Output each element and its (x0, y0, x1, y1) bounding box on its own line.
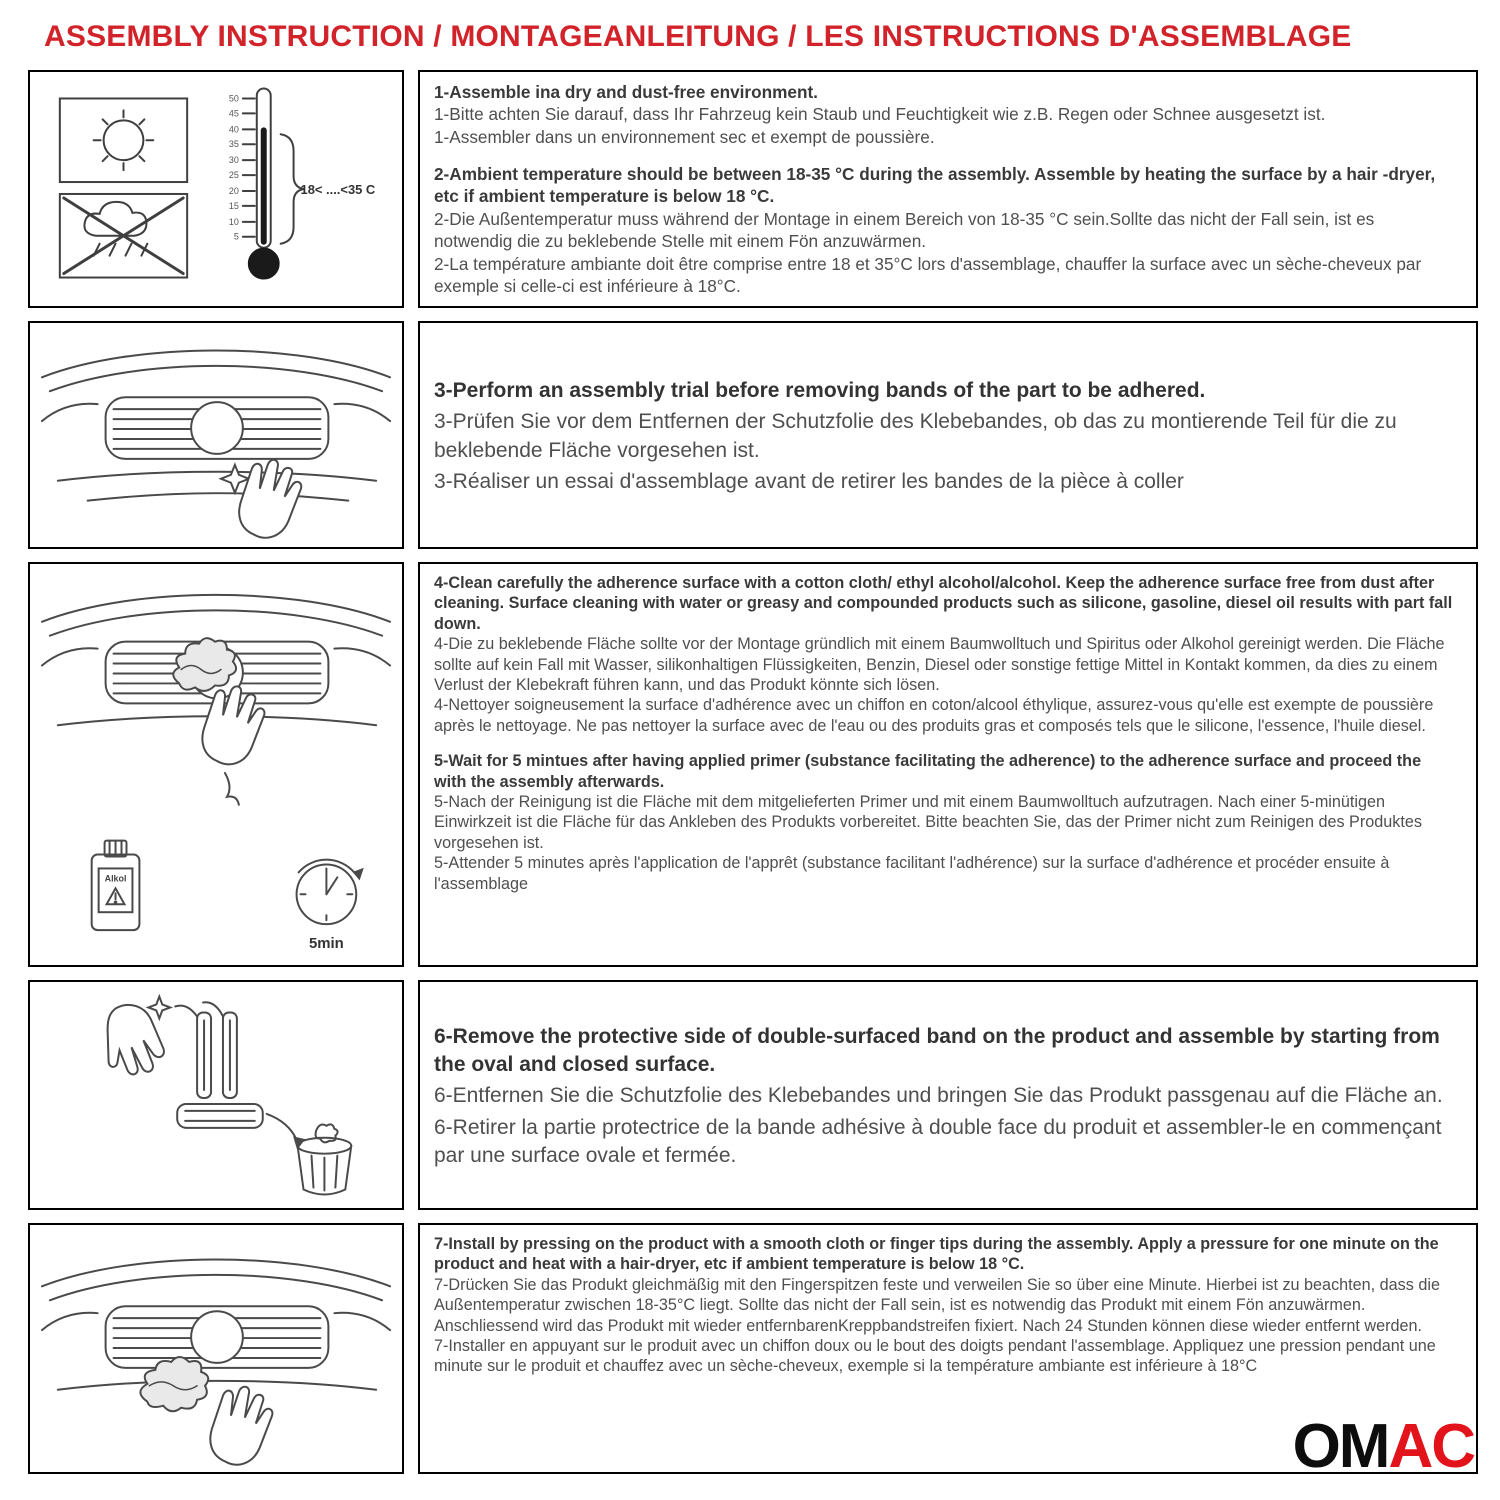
figure-assembly-trial (28, 321, 404, 549)
step2-fr: 2-La température ambiante doit être comprise entre 18 et 35°C lors d'assemblage, chauffer la surface avec un sèche-cheveux par exemple si celle-ci est inférieure à 18°C. (434, 253, 1422, 296)
no-rain-icon (60, 194, 187, 278)
svg-text:20: 20 (228, 185, 239, 196)
step6-en: 6-Remove the protective side of double-surfaced band on the product and assemble by starting from the oval and closed surface. (434, 1025, 1440, 1077)
trash-can-icon (298, 1124, 352, 1194)
svg-text:25: 25 (228, 170, 239, 181)
cloth-icon (140, 1356, 208, 1410)
arrow-to-trash (267, 1114, 297, 1140)
clock-duration-label: 5min (309, 935, 344, 952)
press-install-illustration (30, 1226, 402, 1472)
figure-environment (28, 70, 404, 308)
step7-en: 7-Install by pressing on the product with a smooth cloth or finger tips during the assembly. Apply a pressure for one minute on the product and heat with a hair-dryer, etc if ambient temperature is below 18 °C. (434, 1235, 1439, 1274)
step1-de: 1-Bitte achten Sie darauf, dass Ihr Fahrzeug kein Staub und Feuchtigkeit wie z.B. Regen oder Schnee ausgesetzt ist. (434, 104, 1326, 125)
cleaning-illustration (30, 565, 402, 965)
omac-logo (1292, 1412, 1474, 1481)
step-row-cleaning-primer (28, 562, 1478, 967)
step5-de: 5-Nach der Reinigung ist die Fläche mit dem mitgelieferten Primer und mit einem Baumwolltuch aufzutragen. Nach einer 5-minütigen Einwirkzeit ist die Fläche für das Ankleben des Produkts vorbereitet. Bitte beachten Sie, das der Primer nicht zum Reinigen des Produktes vorgesehen ist. (434, 793, 1422, 852)
step7-de: 7-Drücken Sie das Produkt gleichmäßig mit den Fingerspitzen feste und verweilen Sie so über eine Minute. Hierbei ist zu beachten, dass die Außentemperatur zwischen 18-35°C liegt. Sollte das nicht der Fall sein, ist es notwendig das Produkt mit einem Fön anzuwärmen. Anschliessend wird das Produkt mit wieder entfernbarenKreppbandstreifen fixiert. Nach 24 Stunden können diese wieder entfernt werden. (434, 1275, 1440, 1335)
environment-illustration (30, 72, 402, 306)
temperature-range-label: 18< ....<35 C (300, 181, 376, 197)
logo-black-letters: OM (1292, 1412, 1389, 1481)
step-row-press-install (28, 1223, 1478, 1474)
step7-fr: 7-Installer en appuyant sur le produit avec un chiffon doux ou le bout des doigts pendant l'assemblage. Appliquez une pression pendant une minute sur le produit et chauffez avec un sèche-cheveux, exemple si la température ambiante est inférieure à 18°C (434, 1337, 1436, 1376)
instructions-assembly-trial (418, 321, 1478, 549)
svg-text:15: 15 (228, 200, 239, 211)
hand-icon (221, 460, 301, 538)
svg-text:30: 30 (228, 155, 239, 166)
alcohol-bottle-icon (92, 840, 140, 930)
band-removal-illustration (30, 982, 402, 1208)
step2-de: 2-Die Außentemperatur muss während der Montage in einem Bereich von 18-35 °C sein.Sollte das nicht der Fall sein, ist es notwendig die zu beklebende Stelle mit einem Fön anzuwärmen. (434, 208, 1375, 252)
car-grille-icon (42, 1259, 390, 1389)
svg-text:45: 45 (228, 108, 239, 119)
step-row-remove-band (28, 980, 1478, 1210)
step5-fr: 5-Attender 5 minutes après l'application de l'apprêt (substance facilitant l'adhérence) sur la surface d'adhérence et procéder ensuite à l'assemblage (434, 854, 1390, 893)
step-row-environment (28, 70, 1478, 308)
step4-de: 4-Die zu beklebende Fläche sollte vor der Montage gründlich mit einem Baumwolltuch und Spiritus oder Alkohol gereinigt werden. Die Fläche sollte auf kein Fall mit Wasser, silikonhaltigen Flüssigkeiten, Benzin, Diesel oder sonstige fettige Mittel in Kontakt kommen, da dies zu einem Verlust der Klebekraft führen kann, und das Produkt könnte sich lösen. (434, 635, 1445, 695)
cloth-icon (173, 638, 236, 691)
bottle-label: Alkol (104, 872, 127, 883)
figure-remove-band (28, 980, 404, 1210)
step2-en: 2-Ambient temperature should be between 18-35 °C during the assembly. Assemble by heating the surface by a hair -dryer, etc if ambient temperature is below 18 °C. (434, 164, 1436, 207)
thermometer-icon (229, 89, 375, 279)
step6-de: 6-Entfernen Sie die Schutzfolie des Klebebandes und bringen Sie das Produkt passgenau auf die Fläche an. (434, 1084, 1443, 1108)
svg-text:5: 5 (233, 231, 239, 242)
page-title: ASSEMBLY INSTRUCTION / MONTAGEANLEITUNG / LES INSTRUCTIONS D'ASSEMBLAGE (44, 20, 1352, 53)
step4-fr: 4-Nettoyer soigneusement la surface d'adhérence avec un chiffon en coton/alcool éthylique, assurez-vous qu'elle est exempte de poussière après le nettoyage. Ne pas nettoyer la surface avec de l'eau ou des produits gras et composés tels que le silicone, l'essence, l'huile diesel. (434, 696, 1434, 735)
instructions-environment (418, 70, 1478, 308)
sparkle-icon (148, 997, 170, 1019)
svg-text:35: 35 (228, 139, 239, 150)
logo-red-letters: AC (1388, 1412, 1474, 1481)
clock-icon (297, 859, 363, 951)
step3-en: 3-Perform an assembly trial before removing bands of the part to be adhered. (434, 379, 1206, 403)
step4-en: 4-Clean carefully the adherence surface with a cotton cloth/ ethyl alcohol/alcohol. Keep the adherence surface free from dust after cleaning. Surface cleaning with water or greasy and compounded products such as silicone, gasoline, diesel oil results with part fall down. (434, 574, 1453, 633)
hand-icon (210, 1386, 272, 1464)
step1-en: 1-Assemble ina dry and dust-free environment. (434, 82, 818, 102)
instructions-remove-band (418, 980, 1478, 1210)
svg-text:10: 10 (228, 216, 239, 227)
step1-fr: 1-Assembler dans un environnement sec et exempt de poussière. (434, 126, 935, 147)
grille-trial-illustration (30, 323, 402, 547)
step-row-assembly-trial (28, 321, 1478, 549)
adhesive-strips-icon (175, 1002, 237, 1098)
instructions-cleaning-primer (418, 562, 1478, 967)
sun-icon (60, 98, 187, 182)
svg-text:40: 40 (228, 124, 239, 135)
hand-icon (108, 997, 171, 1075)
product-part-icon (177, 1104, 263, 1128)
step5-en: 5-Wait for 5 mintues after having applied primer (substance facilitating the adherence) to the adherence surface and proceed the with the assembly afterwards. (434, 752, 1422, 791)
figure-press-install (28, 1223, 404, 1474)
step3-de: 3-Prüfen Sie vor dem Entfernen der Schutzfolie des Klebebandes, ob das zu montierende Teil für die zu beklebende Fläche vorgesehen ist. (434, 410, 1397, 462)
car-grille-icon (42, 350, 390, 500)
step3-fr: 3-Réaliser un essai d'assemblage avant de retirer les bandes de la pièce à coller (434, 469, 1184, 493)
step6-fr: 6-Retirer la partie protectrice de la bande adhésive à double face du produit et assembler-le en commençant par une surface ovale et fermée. (434, 1115, 1442, 1167)
figure-cleaning (28, 562, 404, 967)
svg-text:50: 50 (228, 93, 239, 104)
